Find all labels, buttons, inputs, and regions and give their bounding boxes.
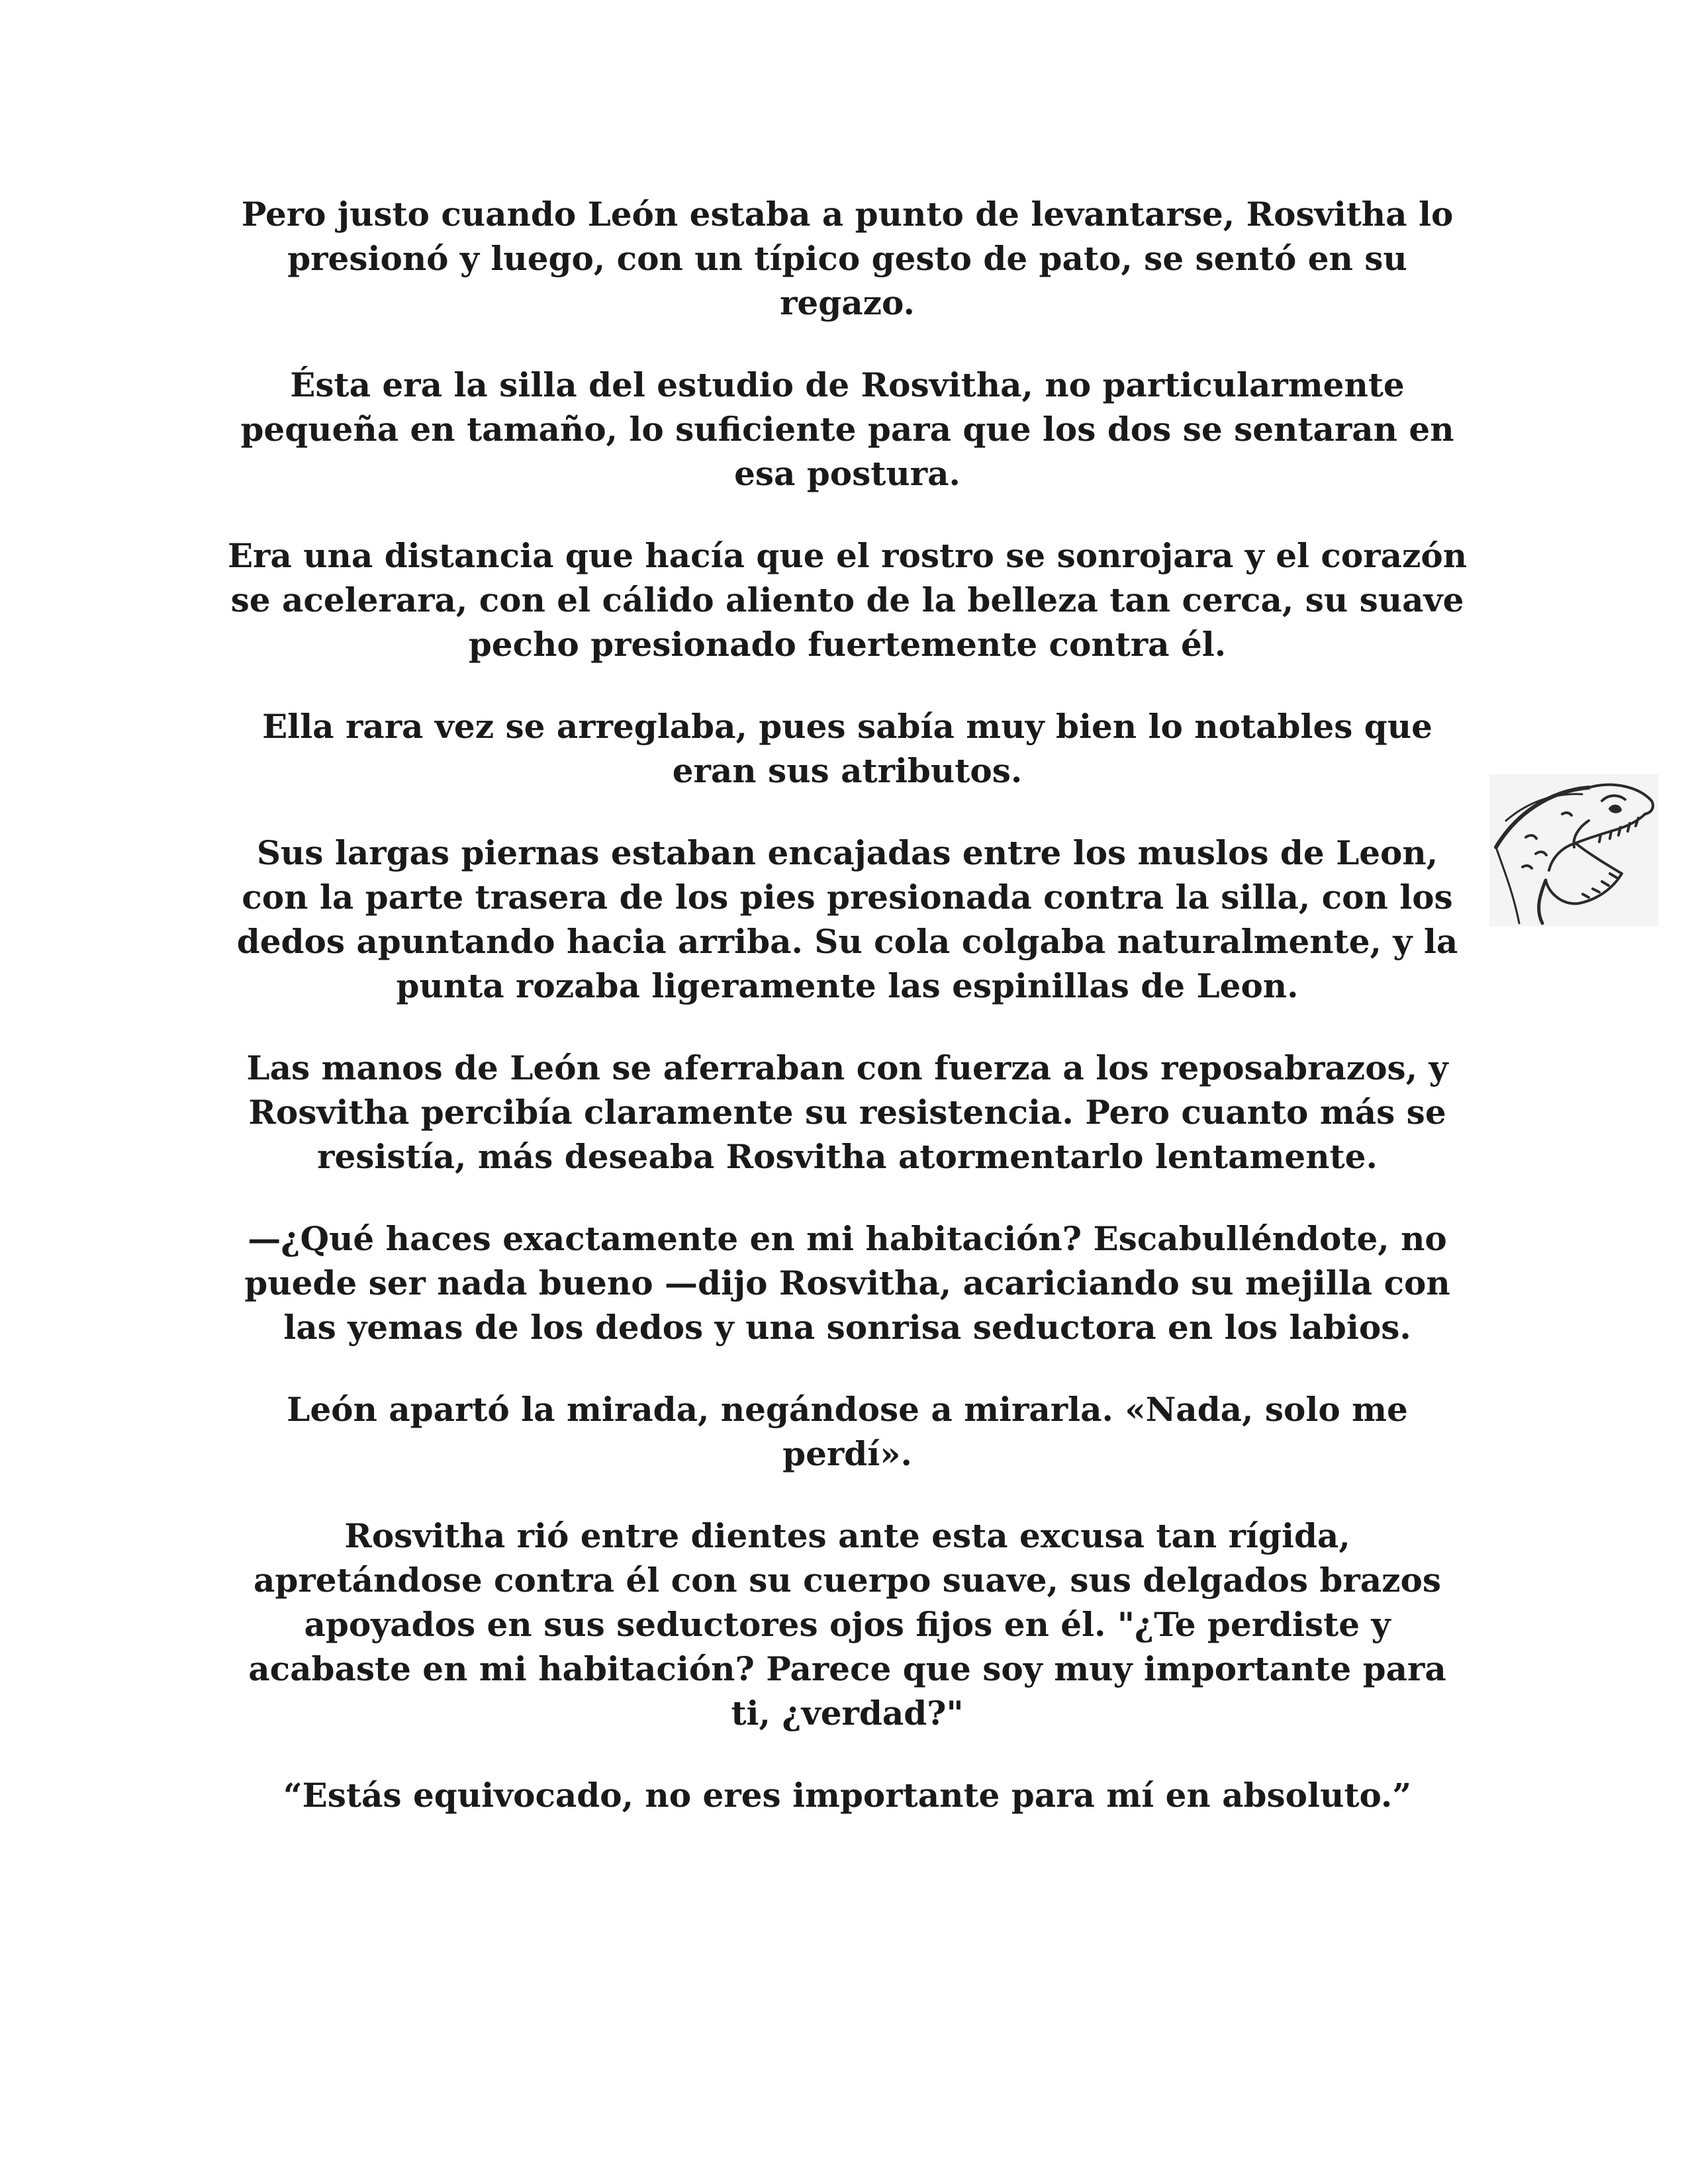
paragraph: Rosvitha rió entre dientes ante esta excusa tan rígida, apretándose contra él con su cuerpo suave, sus delgados brazos apoyados en sus seductores ojos fijos en él. "¿Te perdiste y acabaste en mi habitación? Parece que soy muy importante para ti, ¿verdad?": [248, 1516, 1446, 1733]
paragraph: Ésta era la silla del estudio de Rosvitha, no particularmente pequeña en tamaño, lo suficiente para que los dos se sentaran en esa postura.: [240, 365, 1454, 493]
paragraph: Era una distancia que hacía que el rostro se sonrojara y el corazón se acelerara, con el cálido aliento de la belleza tan cerca, su suave pecho presionado fuertemente contra él.: [227, 536, 1468, 664]
paragraph: Sus largas piernas estaban encajadas entre los muslos de Leon, con la parte trasera de los pies presionada contra la silla, con los dedos apuntando hacia arriba. Su cola colgaba naturalmente, y la punta rozaba ligeramente las espinillas de Leon.: [236, 833, 1458, 1005]
paragraph: “Estás equivocado, no eres importante para mí en absoluto.”: [283, 1776, 1412, 1815]
paragraph: —¿Qué haces exactamente en mi habitación? Escabulléndote, no puede ser nada bueno —dijo Rosvitha, acariciando su mejilla con las yemas de los dedos y una sonrisa seductora en los labios.: [244, 1219, 1450, 1347]
paragraph: Ella rara vez se arreglaba, pues sabía muy bien lo notables que eran sus atributos.: [262, 707, 1432, 790]
document-body: [225, 192, 1470, 1855]
dinosaur-head-icon: [1489, 774, 1658, 927]
paragraph: Pero justo cuando León estaba a punto de levantarse, Rosvitha lo presionó y luego, con un típico gesto de pato, se sentó en su regazo.: [241, 195, 1454, 322]
paragraph: Las manos de León se aferraban con fuerza a los reposabrazos, y Rosvitha percibía claramente su resistencia. Pero cuanto más se resistía, más deseaba Rosvitha atormentarlo lentamente.: [246, 1048, 1448, 1176]
paragraph: León apartó la mirada, negándose a mirarla. «Nada, solo me perdí».: [287, 1390, 1408, 1473]
